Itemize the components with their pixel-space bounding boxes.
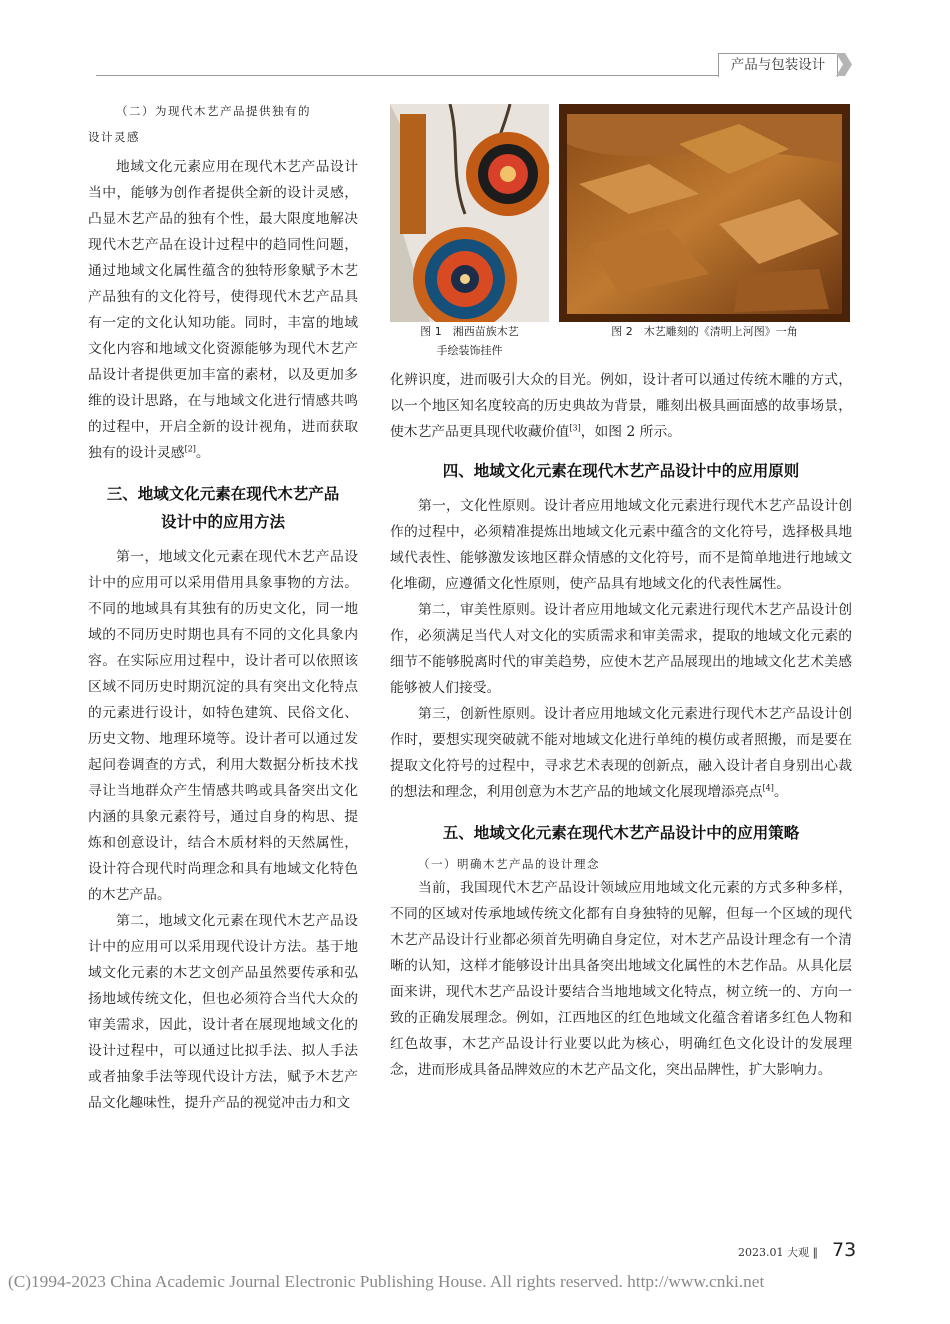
- miao-pendant-illustration: [390, 104, 549, 322]
- citation-3[interactable]: [3]: [569, 423, 581, 433]
- left-column: [88, 96, 358, 1116]
- paragraph-principle-1: 第一，文化性原则。设计者应用地域文化元素进行现代木艺产品设计创作的过程中，必须精准提炼出地域文化元素中蕴含的文化符号，选择极具地域代表性、能够激发该地区群众情感的文化符号，而不是简单地进行地域文化堆砌，应遵循文化性原则，使产品具有地域文化的代表性属性。: [390, 498, 852, 592]
- figure-1-caption: 图 1 湘西苗族木艺 手绘装饰挂件: [420, 325, 519, 357]
- subheading-5-1: （一）明确木艺产品的设计理念: [418, 857, 600, 871]
- header-chevron-icon: [836, 53, 852, 76]
- paragraph-strategy-1: 当前，我国现代木艺产品设计领域应用地域文化元素的方式多种多样，不同的区域对传承地域传统文化都有自身独特的见解，但每一个区域的现代木艺产品设计行业都必须首先明确自身定位，对木艺产品设计理念有一个清晰的认知，这样才能够设计出具备突出地域文化属性的木艺作品。从具化层面来讲，现代木艺产品设计要结合当地地域文化特点，树立统一的、方向一致的正确发展理念。例如，江西地区的红色地域文化蕴含着诸多红色人物和红色故事，木艺产品设计行业要以此为核心，明确红色文化设计的发展理念，进而形成具备品牌效应的木艺产品文化，突出品牌性，扩大影响力。: [390, 880, 852, 1078]
- figure-1-image: [390, 104, 549, 322]
- section-5-title: 五、地域文化元素在现代木艺产品设计中的应用策略: [442, 824, 800, 842]
- qingming-carving-illustration: [559, 104, 850, 322]
- copyright-watermark: (C)1994-2023 China Academic Journal Electronic Publishing House. All rights reserved. http://www.cnki.net: [8, 1272, 765, 1291]
- page-number: 73: [832, 1239, 857, 1261]
- paragraph-principle-3: 第三，创新性原则。设计者应用地域文化元素进行现代木艺产品设计创作时，要想实现突破就不能对地域文化进行单纯的模仿或者照搬，而是要在提取文化符号的过程中，寻求艺术表现的创新点，融入设计者自身别出心裁的想法和理念，利用创意为木艺产品的地域文化展现增添亮点[4]。: [390, 706, 852, 800]
- subheading-2-line1: （二）为现代木艺产品提供独有的: [116, 104, 311, 118]
- paragraph-inspiration: 地域文化元素应用在现代木艺产品设计当中，能够为创作者提供全新的设计灵感，凸显木艺产品的独有个性，最大限度地解决现代木艺产品在设计过程中的趋同性问题，通过地域文化属性蕴含的独特形象赋予木艺产品独有的文化符号，使得现代木艺产品具有一定的文化认知功能。同时，丰富的地域文化内容和地域文化资源能够为现代木艺产品设计者提供更加丰富的素材，以及更加多维的设计思路，在与地域文化进行情感共鸣的过程中，开启全新的设计视角，进而获取独有的设计灵感[2]。: [88, 159, 358, 461]
- issue-label: 2023.01 大观 ‖: [738, 1246, 818, 1259]
- column-title: 产品与包装设计: [718, 53, 838, 77]
- section-3-title-line2: 设计中的应用方法: [160, 513, 285, 531]
- citation-2[interactable]: [2]: [184, 444, 196, 454]
- section-4-title: 四、地域文化元素在现代木艺产品设计中的应用原则: [442, 462, 800, 480]
- section-3-title-line1: 三、地域文化元素在现代木艺产品: [106, 485, 340, 503]
- paragraph-method-2: 第二，地域文化元素在现代木艺产品设计中的应用可以采用现代设计方法。基于地域文化元素的木艺文创产品虽然要传承和弘扬地域传统文化，但也必须符合当代大众的审美需求，因此，设计者在展现地域文化的设计过程中，可以通过比拟手法、拟人手法或者抽象手法等现代设计方法，赋予木艺产品文化趣味性，提升产品的视觉冲击力和文: [88, 913, 358, 1111]
- citation-4[interactable]: [4]: [762, 783, 774, 793]
- paragraph-method-2-continued: 化辨识度，进而吸引大众的目光。例如，设计者可以通过传统木雕的方式，以一个地区知名度较高的历史典故为背景，雕刻出极具画面感的故事场景，使木艺产品更具现代收藏价值[3]，如图 2 所示。: [390, 372, 852, 440]
- paragraph-principle-2: 第二，审美性原则。设计者应用地域文化元素进行现代木艺产品设计创作，必须满足当代人对文化的实质需求和审美需求，提取的地域文化元素的细节不能够脱离时代的审美趋势，应使木艺产品展现出的地域文化艺术美感能够被人们接受。: [390, 602, 852, 696]
- paragraph-method-1: 第一，地域文化元素在现代木艺产品设计中的应用可以采用借用具象事物的方法。不同的地域具有其独有的历史文化，同一地域的不同历史时期也具有不同的文化具象内容。在实际应用过程中，设计者可以依照该区域不同历史时期沉淀的具有突出文化特点的元素进行设计，如特色建筑、民俗文化、历史文物、地理环境等。设计者可以通过发起问卷调查的方式，利用大数据分析技术找寻让当地群众产生情感共鸣或具备突出文化内涵的具象元素符号，通过自身的构思、提炼和创意设计，结合木质材料的天然属性，设计符合现代时尚理念和具有地域文化特色的木艺产品。: [88, 549, 358, 903]
- right-column: [390, 367, 852, 1083]
- figure-2-image: [559, 104, 850, 322]
- figure-2-caption: 图 2 木艺雕刻的《清明上河图》一角: [611, 325, 798, 338]
- subheading-2-line2: 设计灵感: [88, 130, 140, 144]
